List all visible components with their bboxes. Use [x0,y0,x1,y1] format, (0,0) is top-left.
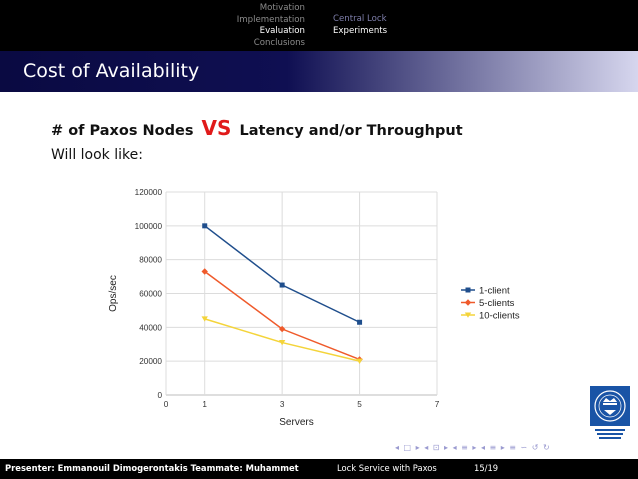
frame-title: Cost of Availability [23,60,200,82]
subsection-list [333,14,387,37]
section-list [237,3,305,49]
nav-section-motivation[interactable]: Motivation [259,3,305,13]
legend-label-5-clients: 5-clients [479,298,515,309]
x-tick-label: 5 [357,400,362,409]
kth-logo-icon [590,386,630,440]
y-tick-label: 100000 [134,221,162,231]
nav-section-conclusions[interactable]: Conclusions [253,37,305,48]
y-tick-label: 120000 [134,188,162,197]
legend-marker-5-clients [465,299,471,305]
footer-bar [0,459,638,479]
heading-left: # of Paxos Nodes [51,123,194,139]
nav-subsection-experiments[interactable]: Experiments [333,25,388,36]
throughput-chart [96,180,546,430]
heading-vs: VS [201,116,232,140]
y-tick-label: 80000 [139,255,162,265]
y-tick-label: 40000 [139,323,162,333]
nav-section-evaluation[interactable]: Evaluation [259,26,305,36]
x-tick-label: 1 [202,400,207,409]
section-navigation [0,0,319,51]
data-point-1-client [202,223,207,228]
heading-right: Latency and/or Throughput [239,123,463,139]
y-tick-label: 0 [157,391,162,400]
slide-heading [51,116,463,140]
navigation-bar [0,0,638,51]
x-axis-label: Servers [279,417,314,428]
legend-label-10-clients: 10-clients [479,310,520,322]
y-axis-label: Ops/sec [108,275,119,312]
legend-marker-1-client [466,288,471,293]
data-point-1-client [280,283,285,288]
frame-title-bar [0,51,638,92]
data-point-1-client [357,320,362,325]
legend-label-1-client: 1-client [479,285,510,297]
x-tick-label: 7 [434,400,440,409]
footer-presenter: Presenter: Emmanouil Dimogerontakis Teammate: Muhammet [5,463,299,473]
footer-page-number: 15/19 [474,463,499,473]
x-tick-label: 0 [163,400,169,409]
slide-subline: Will look like: [51,147,143,163]
y-tick-label: 60000 [139,289,162,299]
x-tick-label: 3 [279,400,285,409]
subsection-navigation [319,0,638,51]
beamer-navigation-symbols[interactable]: ◂ □ ▸ ◂ ⊡ ▸ ◂ ≡ ▸ ◂ ≡ ▸ ≡ ∽ ↺ ↻ [395,443,551,452]
footer-talk-title: Lock Service with Paxos [337,463,437,473]
nav-subsection-central-lock[interactable]: Central Lock [333,14,387,24]
y-tick-label: 20000 [139,357,162,367]
nav-section-implementation[interactable]: Implementation [236,14,305,25]
